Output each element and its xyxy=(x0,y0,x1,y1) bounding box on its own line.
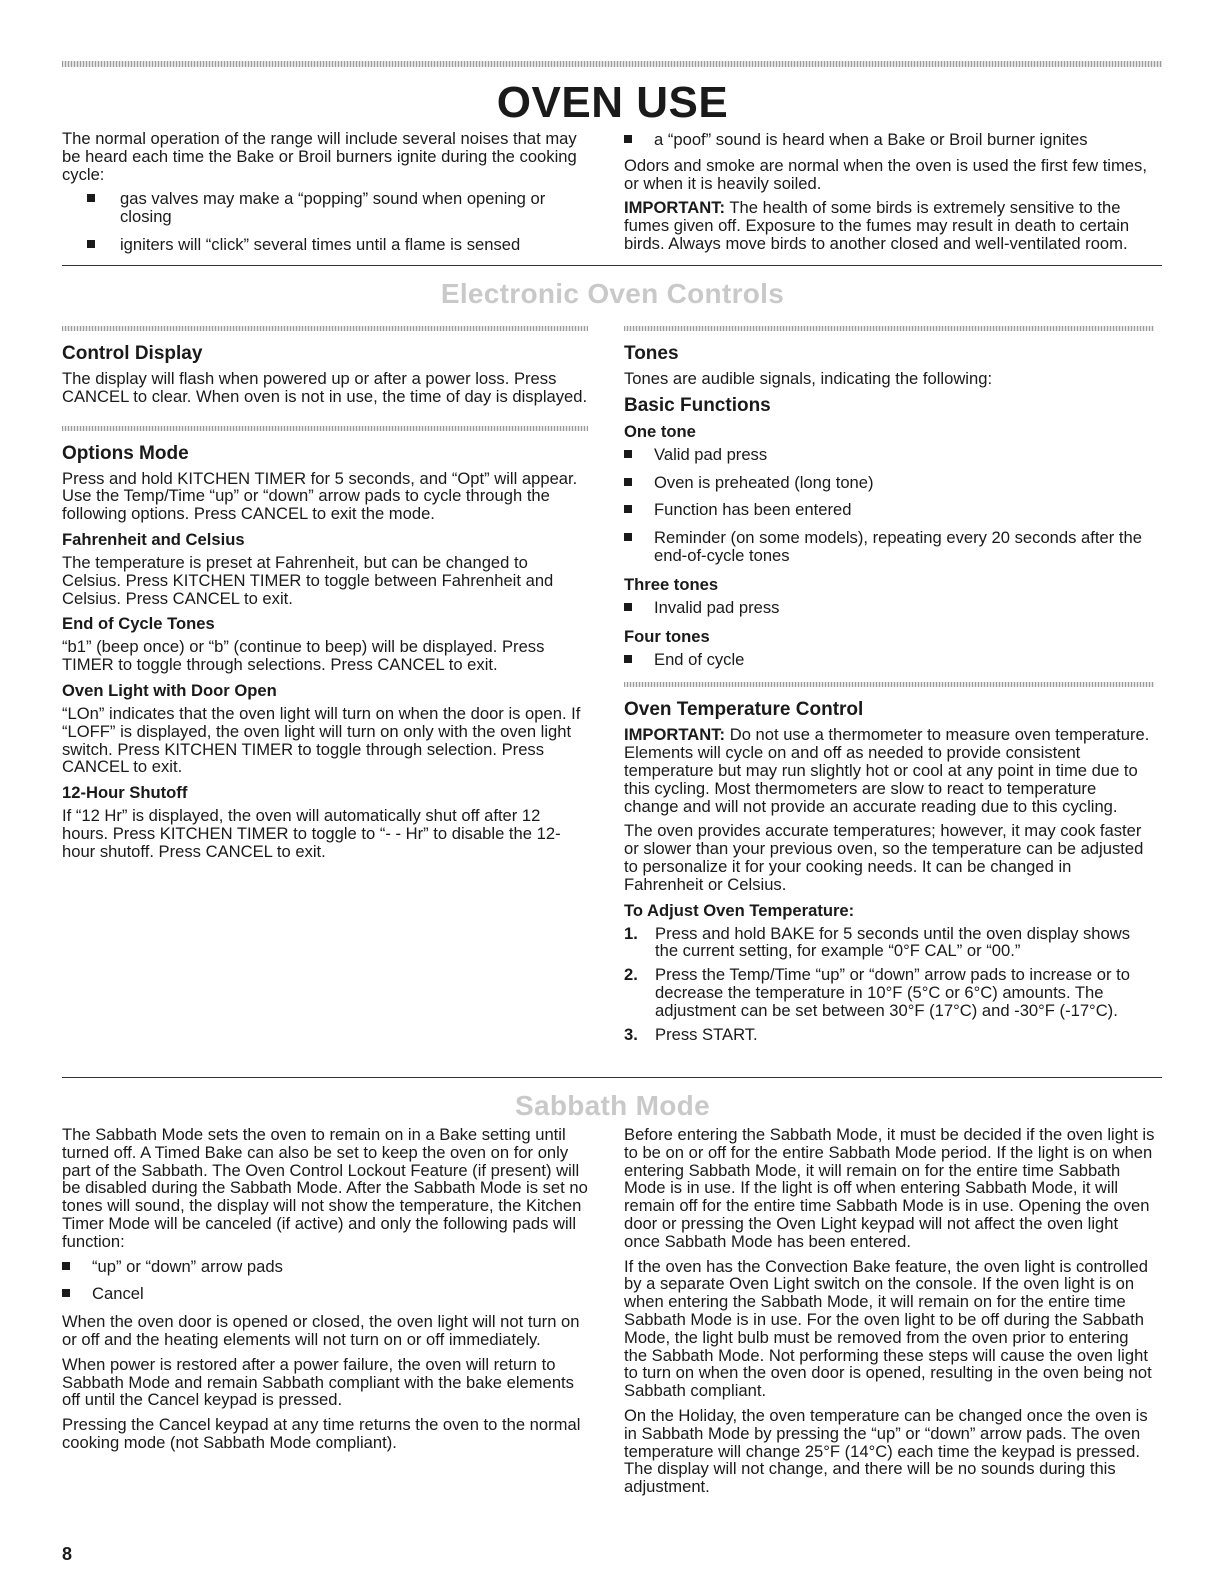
top-hatch-bar xyxy=(62,61,1162,67)
fahrenheit-celsius-heading: Fahrenheit and Celsius xyxy=(62,529,245,549)
control-display-heading: Control Display xyxy=(62,343,203,364)
important-label: IMPORTANT: xyxy=(624,725,726,745)
options-mode-text: Press and hold KITCHEN TIMER for 5 seconds, and “Opt” will appear. Use the Temp/Time “up” or “down” arrow pads to cycle through the following options. Press CANCEL to exit the mode. xyxy=(62,468,578,524)
electronic-left xyxy=(62,326,588,868)
list-item: igniters will “click” several times until a flame is sensed xyxy=(62,236,587,254)
intro-left xyxy=(62,130,587,264)
list-item: Reminder (on some models), repeating every 20 seconds after the end-of-cycle tones xyxy=(624,529,1154,565)
list-item: gas valves may make a “popping” sound when opening or closing xyxy=(62,190,587,226)
sabbath-paragraph: On the Holiday, the oven temperature can be changed once the oven is in Sabbath Mode by pressing the “up” or “down” arrow pads. The oven temperature will change 25°F (14°C) each time the keypad is pressed. The display will not change, and there will be no sounds during this adjustment. xyxy=(624,1405,1148,1497)
sabbath-paragraph: When power is restored after a power failure, the oven will return to Sabbath Mode and remain Sabbath compliant with the bake elements off until the Cancel keypad is pressed. xyxy=(62,1354,574,1410)
important-text: The health of some birds is extremely sensitive to the fumes given off. Exposure to the fumes may result in death to certain birds. Always move birds to another closed and well-ventilated room. xyxy=(624,198,1130,253)
tones-text: Tones are audible signals, indicating the following: xyxy=(624,369,993,388)
fahrenheit-celsius-text: The temperature is preset at Fahrenheit, but can be changed to Celsius. Press KITCHEN TIMER to toggle between Fahrenheit and Celsius. Press CANCEL to exit. xyxy=(62,552,554,608)
electronic-right xyxy=(624,326,1154,1049)
one-tone-heading: One tone xyxy=(624,421,696,441)
section-title-sabbath: Sabbath Mode xyxy=(515,1090,710,1121)
list-item: Oven is preheated (long tone) xyxy=(624,474,1154,492)
important-paragraph xyxy=(624,199,1154,252)
four-tones-heading: Four tones xyxy=(624,626,710,646)
step-number: 2. xyxy=(624,965,638,985)
page-number: 8 xyxy=(62,1544,73,1564)
hatch-divider xyxy=(62,326,588,331)
sabbath-paragraph: If the oven has the Convection Bake feature, the oven light is controlled by a separate Oven Light switch on the console. If the oven light is on when entering the Sabbath Mode, it will remain on for the entire time Sabbath Mode is in use. For the oven light to be off during the Sabbath Mode, the light bulb must be removed from the oven prior to entering the Sabbath Mode. Not performing these steps will cause the oven light to turn on when the oven door is opened, resulting in the oven being not Sabbath compliant. xyxy=(624,1256,1152,1401)
step-item xyxy=(624,925,1154,961)
control-display-text: The display will flash when powered up or after a power loss. Press CANCEL to clear. When oven is not in use, the time of day is displayed. xyxy=(62,369,588,406)
section-divider xyxy=(62,1077,1162,1078)
list-item: “up” or “down” arrow pads xyxy=(62,1258,589,1276)
step-number: 1. xyxy=(624,923,638,943)
options-mode-heading: Options Mode xyxy=(62,442,189,464)
list-item: Valid pad press xyxy=(624,446,1154,464)
page-title: OVEN USE xyxy=(496,78,729,127)
list-item: a “poof” sound is heard when a Bake or Broil burner ignites xyxy=(624,131,1154,149)
hatch-divider xyxy=(62,426,588,431)
hatch-divider xyxy=(624,682,1154,687)
intro-paragraph: The normal operation of the range will include several noises that may be heard each time the Bake or Broil burners ignite during the cooking cycle: xyxy=(62,129,577,184)
step-item xyxy=(624,966,1154,1019)
odors-paragraph: Odors and smoke are normal when the oven is used the first few times, or when it is heavily soiled. xyxy=(624,155,1147,193)
list-item: Cancel xyxy=(62,1285,589,1303)
shutoff-text: If “12 Hr” is displayed, the oven will automatically shut off after 12 hours. Press KITCHEN TIMER to toggle to “- - Hr” to disable the 12-hour shutoff. Press CANCEL to exit. xyxy=(62,806,561,861)
list-item: End of cycle xyxy=(624,651,1154,669)
end-of-cycle-text: “b1” (beep once) or “b” (continue to beep) will be displayed. Press TIMER to toggle through selections. Press CANCEL to exit. xyxy=(62,637,545,675)
step-text: Press the Temp/Time “up” or “down” arrow pads to increase or to decrease the temperature in 10°F (5°C or 6°C) amounts. The adjustment can be set between 30°F (17°C) and -30°F (-17°C). xyxy=(655,965,1130,1020)
adjust-temp-heading: To Adjust Oven Temperature: xyxy=(624,900,855,920)
shutoff-heading: 12-Hour Shutoff xyxy=(62,783,188,803)
three-tones-heading: Three tones xyxy=(624,574,719,594)
otc-important-paragraph xyxy=(624,726,1154,815)
list-item: Invalid pad press xyxy=(624,599,1154,617)
sabbath-paragraph: The Sabbath Mode sets the oven to remain on in a Bake setting until turned off. A Timed Bake can also be set to keep the oven on for only part of the Sabbath. The Oven Control Lockout Feature (if present) will be disabled during the Sabbath Mode. After the Sabbath Mode is set no tones will sound, the display will not show the temperature, the Kitchen Timer Mode will be canceled (if active) and only the following pads will function: xyxy=(62,1125,588,1251)
step-text: Press and hold BAKE for 5 seconds until the oven display shows the current setting, for example “0°F CAL” or “00.” xyxy=(655,923,1131,961)
end-of-cycle-heading: End of Cycle Tones xyxy=(62,614,215,634)
step-item xyxy=(624,1026,1154,1044)
sabbath-paragraph: When the oven door is opened or closed, the oven light will not turn on or off and the heating elements will not turn on or off immediately. xyxy=(62,1312,580,1349)
basic-functions-heading: Basic Functions xyxy=(624,394,771,416)
otc-important-text: Do not use a thermometer to measure oven temperature. Elements will cycle on and off as needed to provide consistent temperature but may run slightly hot or cool at any point in time due to this cycling. Most thermometers are slow to react to temperature change and will not provide an accurate reading due to this cycling. xyxy=(624,725,1150,816)
sabbath-right xyxy=(624,1126,1156,1503)
important-label: IMPORTANT: xyxy=(624,198,726,218)
step-text: Press START. xyxy=(655,1024,758,1044)
list-item: Function has been entered xyxy=(624,501,1154,519)
step-number: 3. xyxy=(624,1024,638,1044)
sabbath-left xyxy=(62,1126,589,1459)
sabbath-paragraph: Before entering the Sabbath Mode, it must be decided if the oven light is to be on or off for the entire Sabbath Mode period. If the light is on when entering Sabbath Mode, it will remain on for the entire time Sabbath Mode is in use. If the light is off when entering Sabbath Mode, it will remain off for the entire time Sabbath Mode is in use. Opening the oven door or pressing the Oven Light keypad will not affect the oven light once Sabbath Mode has been entered. xyxy=(624,1125,1155,1251)
section-divider xyxy=(62,265,1162,266)
oven-temp-control-heading: Oven Temperature Control xyxy=(624,699,864,721)
oven-light-text: “LOn” indicates that the oven light will turn on when the door is open. If “LOFF” is displayed, the oven light will turn on only with the oven light switch. Press KITCHEN TIMER to toggle through selection. Press CANCEL to exit. xyxy=(62,703,581,777)
intro-right xyxy=(624,131,1154,260)
sabbath-paragraph: Pressing the Cancel keypad at any time returns the oven to the normal cooking mode (not Sabbath Mode compliant). xyxy=(62,1415,581,1452)
oven-light-heading: Oven Light with Door Open xyxy=(62,680,277,700)
section-title-electronic: Electronic Oven Controls xyxy=(440,278,785,309)
otc-paragraph: The oven provides accurate temperatures; however, it may cook faster or slower than your previous oven, so the temperature can be adjusted to personalize it for your cooking needs. It can be changed in Fahrenheit or Celsius. xyxy=(624,821,1144,894)
hatch-divider xyxy=(624,326,1154,331)
tones-heading: Tones xyxy=(624,343,679,364)
